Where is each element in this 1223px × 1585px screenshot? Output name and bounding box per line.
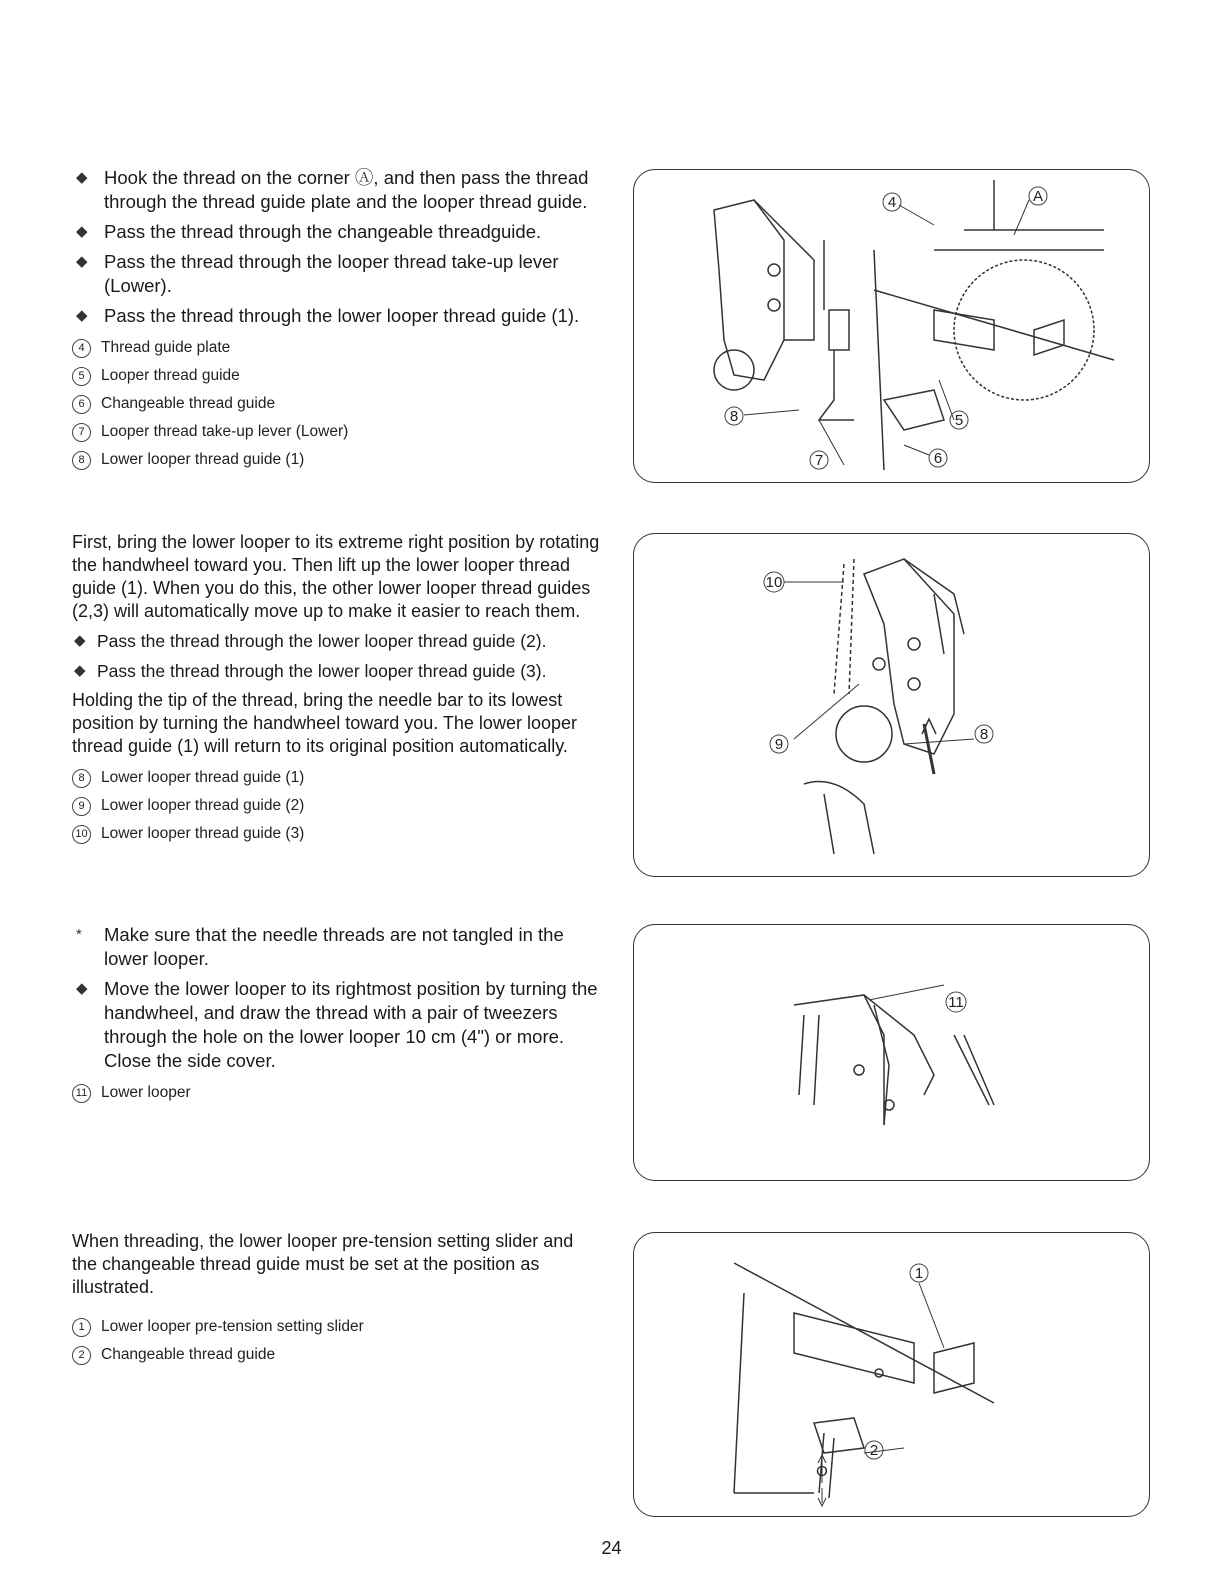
callout-o: O (816, 1463, 828, 1480)
leader-lines (784, 582, 974, 744)
callout-7: 7 (814, 452, 824, 469)
leader-lines (864, 1283, 944, 1453)
presser-parts (819, 350, 854, 420)
up-arrow-icon (924, 724, 934, 774)
hand-fingers (804, 782, 874, 855)
legend-item: 2 Changeable thread guide (72, 1341, 602, 1369)
section-3 (72, 923, 602, 1107)
callout-11: 11 (948, 994, 964, 1011)
instruction-bullet: ◆ Pass the thread through the lower looper thread guide (1). (76, 305, 580, 326)
screw (908, 638, 920, 650)
callout-9: 9 (774, 736, 784, 753)
note: * Make sure that the needle threads are not tangled in the lower looper. (76, 924, 564, 969)
diamond-bullet-icon: ◆ (74, 632, 86, 649)
callout-a: A (1032, 188, 1044, 205)
legend-item: 5 Looper thread guide (72, 362, 602, 390)
diamond-bullet-icon: ◆ (74, 662, 86, 679)
tension-dial (836, 706, 892, 762)
callout-10: 10 (765, 574, 783, 591)
threading-diagram-1 (634, 170, 1149, 482)
side-cover (874, 250, 1114, 470)
needle-bar (824, 240, 849, 350)
screw (873, 658, 885, 670)
callout-5: 5 (954, 412, 964, 429)
diamond-bullet-icon: ◆ (76, 253, 88, 270)
section-1 (72, 166, 602, 474)
screw (854, 1065, 864, 1075)
screw (908, 678, 920, 690)
tweezers-icon (954, 1035, 994, 1105)
callout-4: 4 (887, 194, 897, 211)
changeable-thread-guide (814, 1418, 864, 1453)
asterisk-icon: * (76, 926, 82, 943)
figure-1-panel (633, 169, 1150, 483)
threading-diagram-2 (634, 534, 1149, 876)
detail-magnifier (954, 260, 1094, 400)
instruction-bullet: ◆ Pass the thread through the looper thread take-up lever (Lower). (76, 251, 559, 296)
raised-guide-outline (834, 559, 854, 694)
diamond-bullet-icon: ◆ (76, 980, 88, 997)
instruction-bullet: ◆ Pass the thread through the changeable threadguide. (76, 221, 542, 242)
legend-item: 7 Looper thread take-up lever (Lower) (72, 418, 602, 446)
legend-item: 1 Lower looper pre-tension setting slider (72, 1313, 602, 1341)
section-4 (72, 1230, 602, 1369)
looper-body (864, 559, 954, 754)
callout-8: 8 (979, 726, 989, 743)
machine-frame (794, 995, 884, 1125)
threading-diagram-4 (634, 1233, 1149, 1516)
screw (768, 264, 780, 276)
instruction-bullet: ◆ Pass the thread through the lower looper thread guide (2). (74, 631, 547, 651)
leader-line (869, 985, 944, 1000)
callout-labels (764, 572, 993, 753)
parts-legend (72, 1313, 602, 1369)
figure-4-panel (633, 1232, 1150, 1517)
legend-item: 4 Thread guide plate (72, 334, 602, 362)
info-paragraph: When threading, the lower looper pre-tension setting slider and the changeable thread guide must be set at the position as illustrated. (72, 1231, 574, 1297)
callout-2: 2 (869, 1442, 879, 1459)
intro-paragraph: First, bring the lower looper to its extreme right position by rotating the handwheel toward you. Then lift up the lower looper thread guide (1). When you do this, the other lower looper thread guides (2,3) will automatically move up to make it easier to reach them. (72, 532, 600, 621)
followup-paragraph: Holding the tip of the thread, bring the needle bar to its lowest position by turning the handwheel toward you. The lower looper thread guide (1) will return to its original position automatically. (72, 690, 577, 756)
diamond-bullet-icon: ◆ (76, 223, 88, 240)
changeable-guide (884, 390, 944, 430)
figure-3-panel (633, 924, 1150, 1181)
page-number: 24 (601, 1538, 622, 1558)
legend-item: 9 Lower looper thread guide (2) (72, 792, 602, 820)
callout-labels (946, 992, 966, 1012)
legend-item: 8 Lower looper thread guide (1) (72, 764, 602, 792)
legend-item: 11 Lower looper (72, 1079, 602, 1107)
parts-legend (72, 1079, 602, 1107)
pre-tension-slider-knob (934, 1343, 974, 1393)
side-cover (734, 1263, 994, 1493)
threading-diagram-3 (634, 925, 1149, 1180)
tension-dial (714, 350, 754, 390)
callout-8: 8 (729, 408, 739, 425)
parts-legend (72, 764, 602, 848)
instruction-bullet: ◆ Hook the thread on the corner Ⓐ, and then pass the thread through the thread guide plate and the looper thread guide. (76, 167, 589, 212)
legend-item: 6 Changeable thread guide (72, 390, 602, 418)
screw (768, 299, 780, 311)
section-2 (72, 531, 602, 848)
leader-lines (744, 200, 1029, 465)
detail-edge (934, 180, 1104, 250)
instruction-bullet: ◆ Pass the thread through the lower looper thread guide (3). (74, 661, 547, 681)
diamond-bullet-icon: ◆ (76, 307, 88, 324)
looper-arm (904, 559, 964, 654)
callout-6: 6 (933, 450, 943, 467)
legend-item: 8 Lower looper thread guide (1) (72, 446, 602, 474)
callout-1: 1 (914, 1265, 924, 1282)
parts-legend (72, 334, 602, 474)
legend-item: 10 Lower looper thread guide (3) (72, 820, 602, 848)
pre-tension-slider-track (794, 1313, 914, 1383)
diamond-bullet-icon: ◆ (76, 169, 88, 186)
figure-2-panel (633, 533, 1150, 877)
instruction-bullet: ◆ Move the lower looper to its rightmost position by turning the handwheel, and draw the thread with a pair of tweezers through the hole on the lower looper 10 cm (4") or more. Close the side cover. (76, 978, 598, 1071)
